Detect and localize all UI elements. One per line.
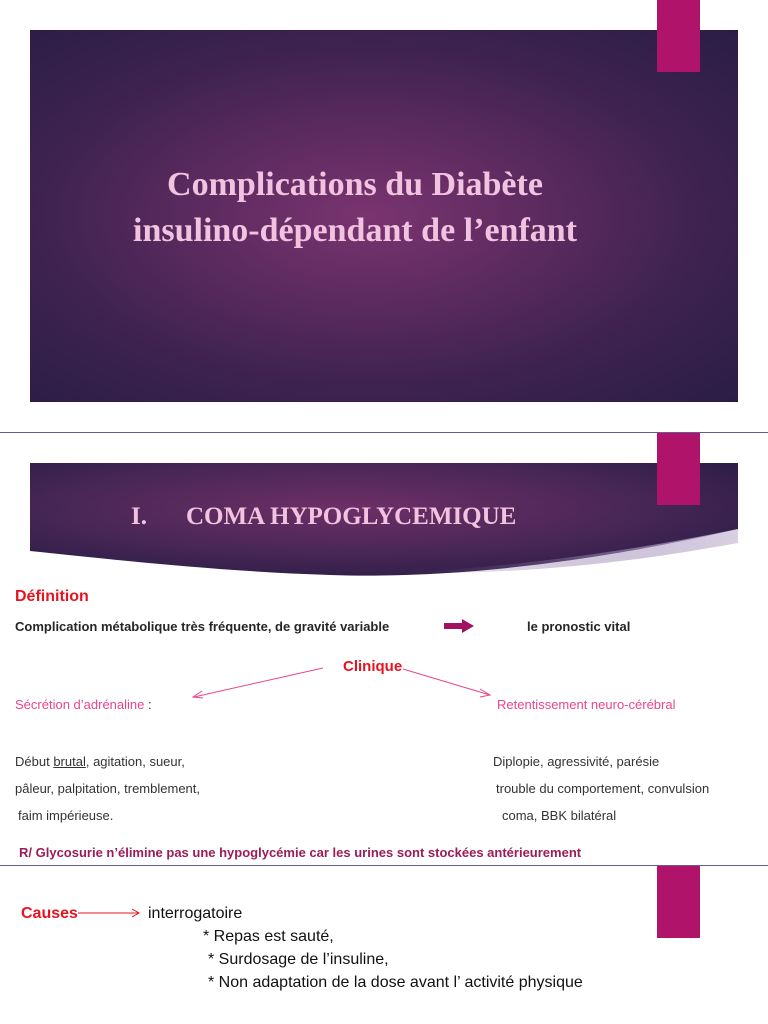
left-heading-colon: : [144, 697, 152, 712]
section-title: COMA HYPOGLYCEMIQUE [186, 503, 517, 530]
definition-result: le pronostic vital [527, 619, 631, 634]
left-item-1-post: , agitation, sueur, [85, 754, 185, 769]
left-heading-label: Sécrétion d’adrénaline [15, 697, 145, 712]
slide-separator [0, 865, 768, 866]
cause-bullet-2: * Surdosage de l’insuline, [208, 951, 389, 968]
right-item-3: coma, BBK bilatéral [502, 808, 617, 823]
left-item-1 [15, 754, 185, 769]
accent-tab [657, 866, 700, 938]
left-item-1-underlined: brutal [53, 754, 86, 769]
main-title [60, 162, 650, 254]
clinique-heading: Clinique [343, 658, 403, 675]
section-number: I. [131, 503, 147, 530]
cause-bullet-3: * Non adaptation de la dose avant l’ activité physique [208, 974, 583, 991]
definition-heading: Définition [15, 588, 89, 605]
accent-tab [657, 433, 700, 505]
main-title-line2: insulino-dépendant de l’enfant [133, 212, 577, 249]
causes-heading: Causes [21, 905, 78, 922]
right-item-1: Diplopie, agressivité, parésie [493, 754, 660, 769]
main-title-line1: Complications du Diabète [167, 166, 543, 203]
left-item-3: faim impérieuse. [18, 808, 114, 823]
arrow-right-icon [78, 907, 142, 919]
right-heading: Retentissement neuro-cérébral [497, 697, 676, 712]
clinique-branch-arrows [188, 664, 498, 704]
cause-bullet-1: * Repas est sauté, [203, 928, 334, 945]
left-item-1-pre: Début [15, 754, 54, 769]
note-text: R/ Glycosurie n’élimine pas une hypoglycémie car les urines sont stockées antérieurement [19, 845, 582, 860]
left-item-2: pâleur, palpitation, tremblement, [15, 781, 200, 796]
slide-separator [0, 432, 768, 433]
causes-target: interrogatoire [148, 905, 243, 922]
arrow-right-icon [444, 619, 474, 633]
accent-tab [657, 0, 700, 72]
left-heading [15, 697, 152, 712]
right-item-2: trouble du comportement, convulsion [496, 781, 710, 796]
definition-text: Complication métabolique très fréquente, de gravité variable [15, 619, 390, 634]
